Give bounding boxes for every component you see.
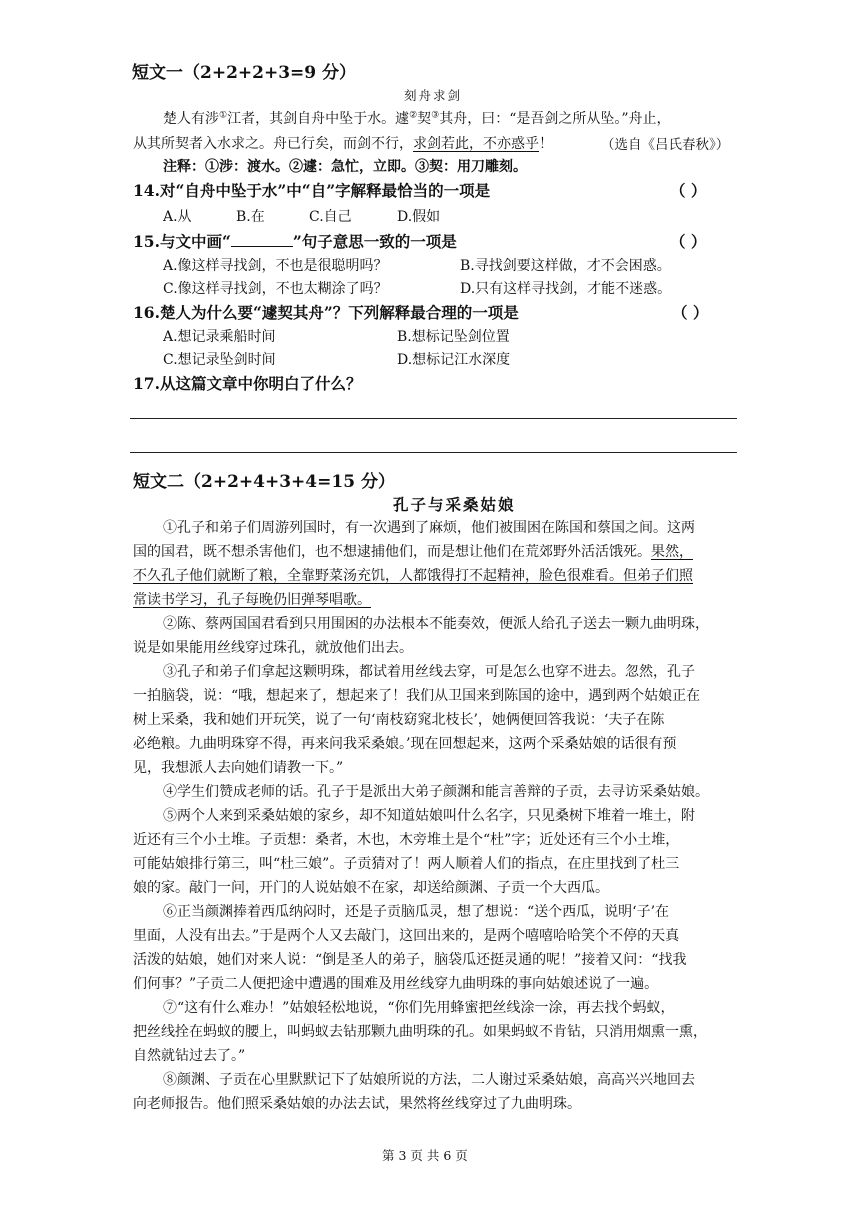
p2-line: ⑧颜渊、子贡在心里默默记下了姑娘所说的方法，二人谢过采桑姑娘，高高兴兴地回去 bbox=[163, 1072, 695, 1088]
passage2-title: 孔子与采桑姑娘 bbox=[393, 495, 516, 514]
q17-answer-line-1[interactable] bbox=[130, 418, 737, 419]
q15-answer-paren[interactable]: （ ） bbox=[670, 232, 707, 251]
q16-option-a[interactable]: A.想记录乘船时间 bbox=[163, 329, 276, 345]
q14-option-b[interactable]: B.在 bbox=[236, 209, 265, 225]
p2-line: ⑤两个人来到采桑姑娘的家乡，却不知道姑娘叫什么名字，只见桑树下堆着一堆土，附 bbox=[163, 808, 695, 824]
q14-stem: 14.对“自舟中坠于水”中“自”字解释最恰当的一项是 bbox=[133, 181, 491, 200]
passage2-header: 短文二（2+2+4+3+4=15 分） bbox=[133, 472, 395, 492]
passage1-notes: 注释：①涉：渡水。②遽：急忙，立即。③契：用刀雕刻。 bbox=[163, 159, 527, 175]
q15-option-a[interactable]: A.像这样寻找剑，不也是很聪明吗？ bbox=[163, 258, 388, 274]
p2-line: 不久孔子他们就断了粮，全靠野菜汤充饥，人都饿得打不起精神，脸色很难看。但弟子们照 bbox=[133, 568, 693, 584]
p2-line: 见，我想派人去向她们请教一下。” bbox=[133, 760, 344, 776]
page-footer: 第 3 页 共 6 页 bbox=[382, 1148, 468, 1163]
p2-line: 可能姑娘排行第三，叫“杜三娘”。子贡猜对了！两人顺着人们的指点，在庄里找到了杜三 bbox=[133, 856, 680, 872]
q15-option-c[interactable]: C.像这样寻找剑，不也太糊涂了吗？ bbox=[163, 281, 388, 297]
q14-option-d[interactable]: D.假如 bbox=[397, 209, 441, 225]
p2-line: ③孔子和弟子们拿起这颗明珠，都试着用丝线去穿，可是怎么也穿不进去。忽然，孔子 bbox=[163, 664, 695, 680]
p2-line: 里面，人没有出去。”于是两个人又去敲门，这回出来的，是两个嘻嘻哈哈笑个不停的天真 bbox=[133, 928, 680, 944]
passage1-header: 短文一（2+2+2+3=9 分） bbox=[132, 63, 357, 83]
p2-line: 把丝线拴在蚂蚁的腰上，叫蚂蚁去钻那颗九曲明珠的孔。如果蚂蚁不肯钻，只消用烟熏一熏， bbox=[133, 1024, 707, 1040]
q17-answer-line-2[interactable] bbox=[130, 452, 737, 453]
p2-line: ②陈、蔡两国国君看到只用围困的办法根本不能奏效，便派人给孔子送去一颗九曲明珠， bbox=[163, 616, 709, 632]
p2-line: ⑦“这有什么难办！”姑娘轻松地说，“你们先用蜂蜜把丝线涂一涂，再去找个蚂蚁， bbox=[163, 1000, 675, 1016]
p2-line: 们何事？”子贡二人便把途中遭遇的围难及用丝线穿九曲明珠的事向姑娘述说了一遍。 bbox=[133, 976, 659, 992]
p2-line: 必绝粮。九曲明珠穿不得，再来问我采桑娘。’现在回想起来，这两个采桑姑娘的话很有预 bbox=[133, 736, 677, 752]
p2-line: 娘的家。敲门一问，开门的人说姑娘不在家，却送给颜渊、子贡一个大西瓜。 bbox=[133, 880, 609, 896]
q15-option-d[interactable]: D.只有这样寻找剑，才能不迷惑。 bbox=[460, 281, 672, 297]
q16-option-d[interactable]: D.想标记江水深度 bbox=[397, 352, 511, 368]
p2-line: 一拍脑袋，说：“哦，想起来了，想起来了！我们从卫国来到陈国的途中，遇到两个姑娘正在 bbox=[133, 688, 701, 704]
p2-line: 国的国君，既不想杀害他们，也不想逮捕他们，而是想让他们在荒郊野外活活饿死。果然， bbox=[133, 544, 693, 560]
p2-line: 自然就钻过去了。” bbox=[133, 1048, 246, 1064]
p2-line: 活泼的姑娘，她们对来人说：“倒是圣人的弟子，脑袋瓜还挺灵通的呢！”接着又问：“找我 bbox=[133, 952, 687, 968]
passage1-line1: 楚人有涉①江者，其剑自舟中坠于水。遽②契③其舟，曰：“是吾剑之所从坠。”舟止， bbox=[163, 110, 671, 127]
q15-stem: 15.与文中画“ ”句子意思一致的一项是 bbox=[133, 232, 457, 251]
p2-line: ⑥正当颜渊捧着西瓜纳闷时，还是子贡脑瓜灵，想了想说：“送个西瓜，说明‘子’在 bbox=[163, 904, 670, 920]
q14-option-a[interactable]: A.从 bbox=[163, 209, 192, 225]
q14-answer-paren[interactable]: （ ） bbox=[670, 181, 707, 200]
p2-line: 常读书学习，孔子每晚仍旧弹琴唱歌。 bbox=[133, 592, 371, 608]
p2-line: 向老师报告。他们照采桑姑娘的办法去试，果然将丝线穿过了九曲明珠。 bbox=[133, 1096, 581, 1112]
q15-blank-line bbox=[231, 232, 293, 247]
p2-line: ①孔子和弟子们周游列国时，有一次遇到了麻烦，他们被围困在陈国和蔡国之间。这两 bbox=[163, 520, 695, 536]
q17-stem: 17.从这篇文章中你明白了什么？ bbox=[133, 374, 362, 393]
q14-option-c[interactable]: C.自己 bbox=[309, 209, 352, 225]
q16-option-b[interactable]: B.想标记坠剑位置 bbox=[397, 329, 510, 345]
p2-line: 树上采桑，我和她们开玩笑，说了一句‘南枝窈窕北枝长’，她俩便回答我说：‘夫子在陈 bbox=[133, 712, 665, 728]
q16-option-c[interactable]: C.想记录坠剑时间 bbox=[163, 352, 276, 368]
q15-option-b[interactable]: B.寻找剑要这样做，才不会困惑。 bbox=[460, 258, 671, 274]
p2-line: ④学生们赞成老师的话。孔子于是派出大弟子颜渊和能言善辩的子贡，去寻访采桑姑娘。 bbox=[163, 784, 709, 800]
p2-line: 近还有三个小土堆。子贡想：桑者，木也，木旁堆土是个“杜”字；近处还有三个小土堆， bbox=[133, 832, 680, 848]
p2-line: 说是如果能用丝线穿过珠孔，就放他们出去。 bbox=[133, 640, 413, 656]
passage1-source: （选自《吕氏春秋》） bbox=[601, 137, 730, 153]
q16-answer-paren[interactable]: （ ） bbox=[672, 303, 709, 322]
q16-stem: 16.楚人为什么要“遽契其舟”？下列解释最合理的一项是 bbox=[133, 303, 519, 322]
passage1-title: 刻舟求剑 bbox=[404, 88, 463, 103]
passage1-line2: 从其所契者入水求之。舟已行矣，而剑不行，求剑若此，不亦惑乎！ bbox=[133, 136, 553, 152]
underlined-sentence: 求剑若此，不亦惑乎 bbox=[413, 136, 539, 152]
